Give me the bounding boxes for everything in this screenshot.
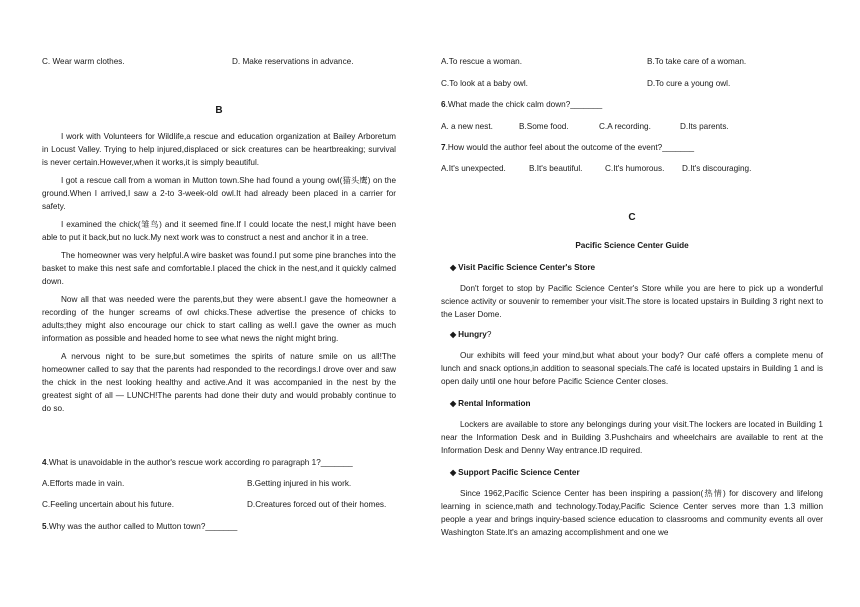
question-number: 5 bbox=[42, 522, 47, 531]
option-b: B.Some food. bbox=[519, 122, 569, 131]
option-a: A.To rescue a woman. bbox=[441, 57, 523, 66]
section-title-c: C bbox=[628, 212, 636, 223]
section-heading bbox=[450, 466, 580, 479]
option-c: C. Wear warm clothes. bbox=[42, 57, 125, 66]
diamond-bullet-icon: ◆ bbox=[450, 263, 457, 272]
question-text: .What is unavoidable in the author's rescue work according ro paragraph 1?_______ bbox=[46, 458, 353, 467]
paragraph: Don't forget to stop by Pacific Science Center's Store while you are here to pick up a wonderful science activity or souvenir to remember your visit.The store is located upstairs in Building 3 right next to the Laser Dome. bbox=[441, 284, 823, 319]
option-a: A.Efforts made in vain. bbox=[42, 479, 125, 488]
section-heading bbox=[450, 328, 491, 341]
paragraph: Lockers are available to store any belongings during your visit.The lockers are located in Building 1 near the Information Desk and in Building 3.Pushchairs and wheelchairs are available to rent at the Information Desk and Denny Way entrance.ID required. bbox=[441, 420, 823, 455]
question-4 bbox=[42, 456, 353, 469]
option-a: A. a new nest. bbox=[441, 122, 493, 131]
paragraph: I work with Volunteers for Wildlife,a rescue and education organization at Bailey Arboretum in Locust Valley. Trying to help injured,displaced or sick creatures can be heartbreaking; survival is never certain.However,when it works,it is simply beautiful. bbox=[42, 132, 396, 167]
guide-title: Pacific Science Center Guide bbox=[575, 241, 689, 250]
paragraph: A nervous night to be sure,but sometimes the spirits of nature smile on us all!The homeowner called to say that the parents had responded to the recordings.I drove over and saw the chick in the nest looking healthy and active.And it was accompanied in the nest by the greatest sight of all — LUNCH!The parents had done their duty and would probably continue to do so. bbox=[42, 352, 396, 413]
option-b: B.Getting injured in his work. bbox=[247, 479, 352, 488]
option-a: A.It's unexpected. bbox=[441, 164, 506, 173]
question-text: .What made the chick calm down?_______ bbox=[445, 100, 603, 109]
question-7 bbox=[441, 141, 694, 154]
option-d: D. Make reservations in advance. bbox=[232, 57, 354, 66]
paragraph: Now all that was needed were the parents,but they were absent.I gave the homeowner a recording of the hunger screams of owl chicks.These advertise the presence of chicks to adults;they might also encourage our chick to start calling as well.I gave the owner as much information as possible and headed home to see what news the night might bring. bbox=[42, 295, 396, 343]
option-d: D.It's discouraging. bbox=[682, 164, 752, 173]
passage-b bbox=[42, 130, 396, 415]
option-c: C.Feeling uncertain about his future. bbox=[42, 500, 174, 509]
option-d: D.To cure a young owl. bbox=[647, 79, 731, 88]
option-c: C.A recording. bbox=[599, 122, 651, 131]
paragraph: I got a rescue call from a woman in Mutton town.She had found a young owl(猫头鹰) on the ground.When I arrived,I saw a 2-to 3-week-old owl.It had already been placed in a carrier for safety. bbox=[42, 176, 396, 211]
section-title-b: B bbox=[215, 105, 223, 116]
question-number: 4 bbox=[42, 458, 47, 467]
option-b: B.It's beautiful. bbox=[529, 164, 583, 173]
heading-text: Visit Pacific Science Center's Store bbox=[458, 263, 596, 272]
heading-suffix: ? bbox=[486, 330, 492, 339]
question-number: 7 bbox=[441, 143, 446, 152]
heading-text: Support Pacific Science Center bbox=[458, 468, 580, 477]
paragraph: Since 1962,Pacific Science Center has been inspiring a passion(热情) for discovery and lifelong learning in science,math and technology.Today,Pacific Science Center serves more than 1.3 million people a year and brings inquiry-based science education to classrooms and community events all over Washington State.It's an amazing accomplishment and one we bbox=[441, 489, 823, 537]
section-heading bbox=[450, 397, 530, 410]
question-text: .Why was the author called to Mutton town?_______ bbox=[46, 522, 238, 531]
option-c: C.To look at a baby owl. bbox=[441, 79, 528, 88]
option-b: B.To take care of a woman. bbox=[647, 57, 747, 66]
question-6 bbox=[441, 98, 602, 111]
heading-text: Hungry bbox=[458, 330, 487, 339]
question-number: 6 bbox=[441, 100, 446, 109]
diamond-bullet-icon: ◆ bbox=[450, 468, 457, 477]
heading-text: Rental Information bbox=[458, 399, 531, 408]
diamond-bullet-icon: ◆ bbox=[450, 399, 457, 408]
question-5 bbox=[42, 520, 237, 533]
option-c: C.It's humorous. bbox=[605, 164, 665, 173]
diamond-bullet-icon: ◆ bbox=[450, 330, 457, 339]
option-d: D.Its parents. bbox=[680, 122, 729, 131]
option-d: D.Creatures forced out of their homes. bbox=[247, 500, 387, 509]
section-heading bbox=[450, 261, 595, 274]
paragraph: Our exhibits will feed your mind,but what about your body? Our café offers a complete menu of lunch and snack options,in addition to seasonal specials.The café is located upstairs in Building 1 and is open daily until one hour before Pacific Science Center closes. bbox=[441, 351, 823, 386]
question-text: .How would the author feel about the outcome of the event?_______ bbox=[445, 143, 695, 152]
paragraph: I examined the chick(雏鸟) and it seemed fine.If I could locate the nest,I might have been able to put it back,but no luck.My next work was to construct a nest and anchor it in a tree. bbox=[42, 220, 396, 242]
paragraph: The homeowner was very helpful.A wire basket was found.I put some pine branches into the basket to make this nest safe and comfortable.I placed the chick in the nest,and it quickly calmed down. bbox=[42, 251, 396, 286]
